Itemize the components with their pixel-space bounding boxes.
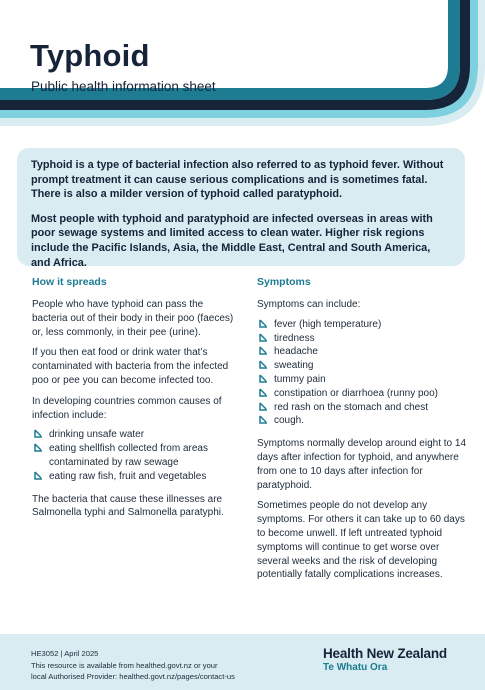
footer-line: This resource is available from healthed.govt.nz or your (31, 660, 218, 670)
arrow-down-right-icon (258, 346, 268, 356)
intro-box (17, 148, 465, 269)
list-item (257, 414, 467, 428)
causes-list (32, 428, 237, 483)
arrow-down-right-icon (258, 360, 268, 370)
arrow-down-right-icon (258, 402, 268, 412)
resource-code: HE3052 | April 2025 (31, 649, 99, 658)
page-title: Typhoid (30, 38, 150, 73)
paragraph: Symptoms normally develop around eight to 14 days after infection for typhoid, and anywhere from one to 10 days after infection for paratyphoid. (257, 438, 467, 491)
list-item (257, 332, 467, 346)
list-item-text: eating shellfish collected from areas contaminated by raw sewage (49, 443, 208, 468)
intro-paragraph: Most people with typhoid and paratyphoid are infected overseas in areas with poor sewage systems and limited access to clean water. Higher risk regions include the Pacific Islands, Asia, the Middle East, Central and South America, and Africa. (31, 212, 433, 269)
paragraph: In developing countries common causes of infection include: (32, 395, 222, 421)
symptoms-list (257, 318, 467, 428)
arrow-down-right-icon (258, 415, 268, 425)
paragraph: If you then eat food or drink water that’s contaminated with bacteria from the infected poo or pee you can become infected too. (32, 347, 229, 386)
page-subtitle: Public health information sheet (31, 79, 216, 94)
paragraph: Symptoms can include: (257, 299, 361, 310)
list-item-text: eating raw fish, fruit and vegetables (49, 470, 207, 482)
list-item (257, 387, 467, 401)
list-item (257, 318, 467, 332)
list-item-text: headache (274, 346, 318, 358)
list-item (257, 345, 467, 359)
list-item-text: fever (high temperature) (274, 318, 382, 330)
arrow-down-right-icon (258, 388, 268, 398)
symptoms-section (257, 276, 467, 582)
arrow-down-right-icon (33, 471, 43, 481)
arrow-down-right-icon (258, 374, 268, 384)
list-item-text: constipation or diarrhoea (runny poo) (274, 387, 438, 399)
section-heading: How it spreads (32, 276, 107, 288)
list-item-text: tiredness (274, 332, 315, 344)
list-item (32, 442, 237, 470)
paragraph: People who have typhoid can pass the bacteria out of their body in their poo (faeces) or, less commonly, in their pee (urine). (32, 299, 234, 338)
brand-maori-name: Te Whatu Ora (323, 662, 388, 673)
arrow-down-right-icon (258, 319, 268, 329)
arrow-down-right-icon (33, 429, 43, 439)
list-item-text: drinking unsafe water (49, 429, 145, 441)
header (0, 0, 485, 135)
list-item (257, 359, 467, 373)
list-item (32, 470, 237, 484)
how-it-spreads-section (32, 276, 237, 520)
list-item-text: red rash on the stomach and chest (274, 401, 428, 413)
section-heading: Symptoms (257, 276, 311, 288)
paragraph: Sometimes people do not develop any symptoms. For others it can take up to 60 days to become unwell. If left untreated typhoid symptoms will continue to get worse over several weeks and the risk of developing potentially fatally complications increases. (257, 500, 465, 581)
list-item-text: tummy pain (274, 373, 326, 385)
footer-line: local Authorised Provider: healthed.govt.nz/pages/contact-us (31, 672, 235, 682)
list-item-text: sweating (274, 360, 314, 372)
brand-name: Health New Zealand (323, 646, 447, 661)
list-item (32, 428, 237, 442)
footer-text (31, 648, 235, 683)
intro-paragraph: Typhoid is a type of bacterial infection also referred to as typhoid fever. Without prompt treatment it can cause serious complications and is sometimes fatal. There is also a milder version of typhoid called paratyphoid. (31, 159, 444, 201)
list-item-text: cough. (274, 415, 305, 427)
arrow-down-right-icon (33, 443, 43, 453)
list-item (257, 373, 467, 387)
list-item (257, 401, 467, 415)
arrow-down-right-icon (258, 333, 268, 343)
paragraph: The bacteria that cause these illnesses are Salmonella typhi and Salmonella paratyphi. (32, 493, 224, 519)
brand-logo (323, 646, 447, 673)
